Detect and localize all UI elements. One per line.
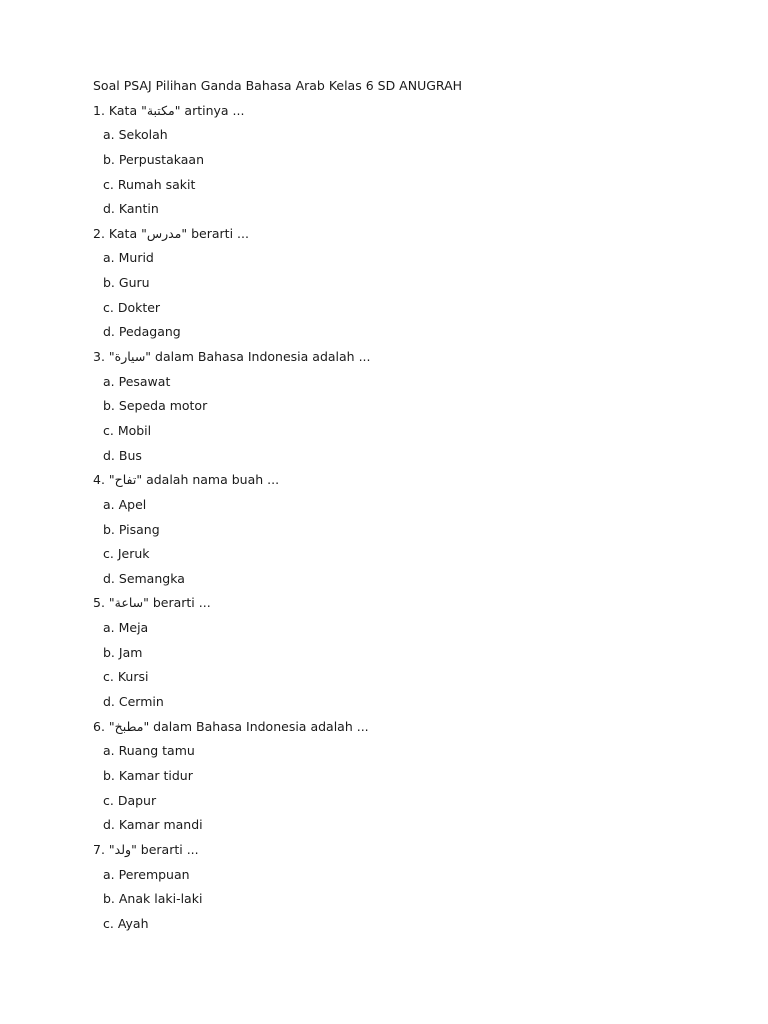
question-suffix: " berarti ... (131, 841, 199, 857)
option-2b: b. Guru (103, 275, 150, 291)
question-6 (93, 717, 693, 742)
option-3c: c. Mobil (103, 422, 152, 438)
question-suffix: " berarti ... (181, 225, 249, 241)
option-1b: b. Perpustakaan (103, 151, 204, 167)
question-7 (93, 840, 693, 865)
option-7a: a. Perempuan (103, 866, 190, 882)
option-7c: c. Ayah (103, 915, 149, 931)
option-4c: c. Jeruk (103, 546, 150, 562)
option-6b: b. Kamar tidur (103, 767, 193, 783)
question-2 (93, 224, 693, 249)
question-prefix: 7. " (93, 841, 115, 857)
question-prefix: 4. " (93, 472, 115, 488)
question-4 (93, 470, 693, 495)
option-5d: d. Cermin (103, 694, 164, 710)
question-prefix: 3. " (93, 349, 115, 365)
option-6d: d. Kamar mandi (103, 817, 203, 833)
option-1a: a. Sekolah (103, 127, 168, 143)
arabic-word: مدرس (146, 225, 182, 241)
option-4d: d. Semangka (103, 570, 185, 586)
question-suffix: " adalah nama buah ... (136, 472, 280, 488)
question-suffix: " berarti ... (143, 595, 211, 611)
option-2d: d. Pedagang (103, 324, 181, 340)
option-1c: c. Rumah sakit (103, 176, 196, 192)
question-suffix: " dalam Bahasa Indonesia adalah ... (143, 718, 369, 734)
question-suffix: " dalam Bahasa Indonesia adalah ... (145, 349, 371, 365)
arabic-word: تفاح (114, 472, 137, 488)
option-3b: b. Sepeda motor (103, 398, 208, 414)
question-5 (93, 593, 693, 618)
option-3d: d. Bus (103, 447, 142, 463)
option-7b: b. Anak laki-laki (103, 891, 203, 907)
arabic-word: سيارة (114, 349, 146, 365)
question-prefix: 6. " (93, 718, 115, 734)
question-1 (93, 101, 693, 126)
option-6c: c. Dapur (103, 792, 157, 808)
arabic-word: مكتبة (146, 102, 175, 118)
option-4b: b. Pisang (103, 521, 160, 537)
arabic-word: ولد (114, 841, 132, 857)
question-3 (93, 347, 693, 372)
question-prefix: 2. Kata " (93, 225, 147, 241)
option-5b: b. Jam (103, 644, 143, 660)
document-title: Soal PSAJ Pilihan Ganda Bahasa Arab Kelas 6 SD ANUGRAH (93, 78, 463, 93)
option-2a: a. Murid (103, 250, 154, 266)
option-5a: a. Meja (103, 620, 149, 636)
option-6a: a. Ruang tamu (103, 743, 195, 759)
option-5c: c. Kursi (103, 669, 149, 685)
arabic-word: مطبخ (114, 718, 144, 734)
question-prefix: 5. " (93, 595, 115, 611)
option-2c: c. Dokter (103, 299, 161, 315)
option-4a: a. Apel (103, 496, 147, 512)
arabic-word: ساعة (114, 595, 144, 611)
question-suffix: " artinya ... (174, 102, 245, 118)
option-1d: d. Kantin (103, 201, 159, 217)
question-prefix: 1. Kata " (93, 102, 147, 118)
document-content (93, 76, 693, 938)
option-3a: a. Pesawat (103, 373, 171, 389)
